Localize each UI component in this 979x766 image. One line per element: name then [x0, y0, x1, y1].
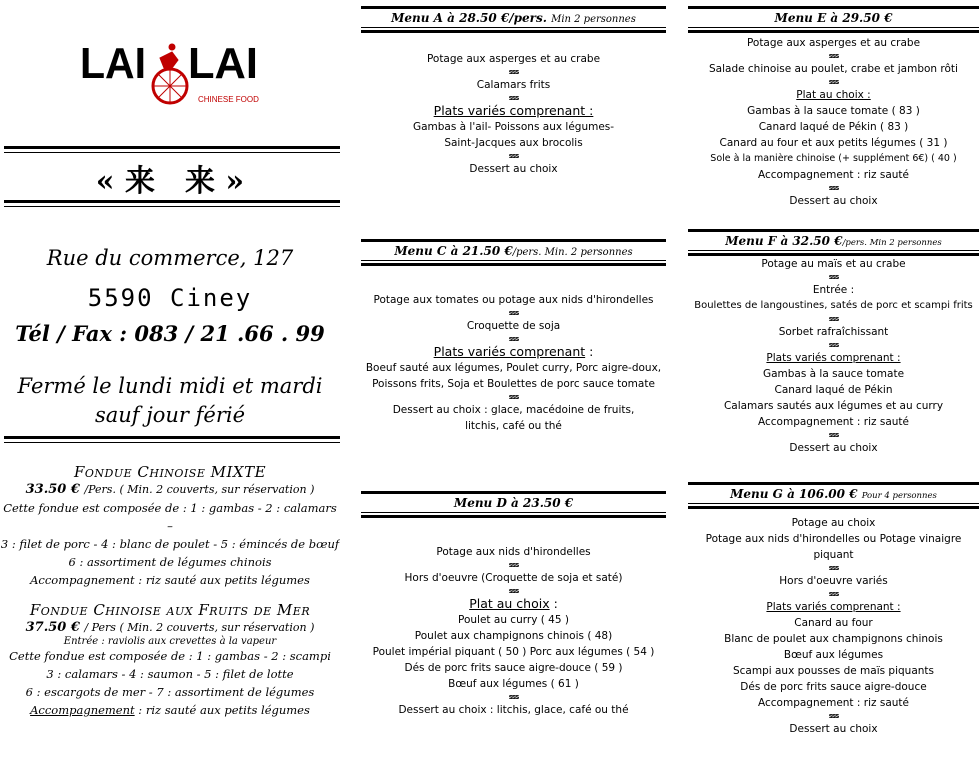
fondue-mixte-price: 33.50 € /Pers. ( Min. 2 couverts, sur réservation ): [25, 482, 315, 497]
menu-c-title: Menu C à 21.50 €/pers. Min. 2 personnes: [361, 239, 666, 261]
menus-column-middle: [361, 0, 666, 766]
svg-text:LAI: LAI: [80, 39, 146, 88]
menu-a-title: Menu A à 28.50 €/pers. Min 2 personnes: [361, 6, 666, 28]
fondue-mixte-title: Fondue Chinoise MIXTE: [73, 463, 267, 481]
fondue-mer-price: 37.50 € / Pers ( Min. 2 couverts, sur réservation ): [25, 620, 315, 635]
menu-d-section: Plat au choix :: [469, 596, 558, 611]
menu-d: Menu D à 23.50 € Potage aux nids d'hirondelles ꜱꜱꜱ Hors d'oeuvre (Croquette de soja et saté) ꜱꜱꜱ Plat au choix : Poulet au curry ( 45 ) Poulet aux champignons chinois ( 48) Poulet impérial piquant ( 50 ) Porc aux légumes ( 54 ) Dés de porc frits sauce aigre-douce ( 59 ) Bœuf aux légumes ( 61 ) ꜱꜱꜱ Dessert au choix : litchis, glace, café ou thé: [361, 491, 666, 718]
fondue-mer-title: Fondue Chinoise aux Fruits de Mer: [29, 601, 311, 619]
menu-g-title: Menu G à 106.00 € Pour 4 personnes: [688, 482, 979, 504]
divider: [4, 200, 340, 207]
menu-a: Menu A à 28.50 €/pers. Min 2 personnes Potage aux asperges et au crabe ꜱꜱꜱ Calamars frits ꜱꜱꜱ Plats variés comprenant : Gambas à l'ail- Poissons aux légumes- Saint-Jacques aux brocolis ꜱꜱꜱ Dessert au choix: [361, 6, 666, 177]
menu-e-title: Menu E à 29.50 €: [688, 6, 979, 28]
restaurant-info-column: [0, 0, 340, 766]
menu-e-section: Plat au choix :: [796, 89, 871, 101]
divider: [4, 146, 340, 153]
opening-note: Fermé le lundi midi et mardi sauf jour férié: [17, 374, 323, 427]
menu-c-section: Plats variés comprenant :: [433, 344, 594, 359]
divider: [4, 436, 340, 443]
menu-c: Menu C à 21.50 €/pers. Min. 2 personnes Potage aux tomates ou potage aux nids d'hirondelles ꜱꜱꜱ Croquette de soja ꜱꜱꜱ Plats variés comprenant : Boeuf sauté aux légumes, Poulet curry, Porc aigre-doux, Poissons frits, Soja et Boulettes de porc sauce tomate ꜱꜱꜱ Dessert au choix : glace, macédoine de fruits, litchis, café ou thé: [361, 239, 666, 434]
menus-column-right: [688, 0, 979, 766]
svg-text:LAI: LAI: [188, 39, 258, 88]
menu-g: Menu G à 106.00 € Pour 4 personnes Potage au choix Potage aux nids d'hirondelles ou Potage vinaigre piquant ꜱꜱꜱ Hors d'oeuvre variés ꜱꜱꜱ Plats variés comprenant : Canard au four Blanc de poulet aux champignons chinois Bœuf aux légumes Scampi aux pousses de maïs piquants Dés de porc frits sauce aigre-douce Accompagnement : riz sauté ꜱꜱꜱ Dessert au choix: [688, 482, 979, 737]
fondue-mer: Fondue Chinoise aux Fruits de Mer 37.50 € / Pers ( Min. 2 couverts, sur réservation ) Entrée : raviolis aux crevettes à la vapeur Cette fondue est composée de : 1 : gambas - 2 : scampi 3 : calamars - 4 : saumon - 5 : filet de lotte 6 : escargots de mer - 7 : assortiment de légumes Accompagnement : riz sauté aux petits légumes: [0, 601, 340, 719]
menu-f-section: Plats variés comprenant :: [766, 352, 901, 364]
menu-e: Menu E à 29.50 € Potage aux asperges et au crabe ꜱꜱꜱ Salade chinoise au poulet, crabe et jambon rôti ꜱꜱꜱ Plat au choix : Gambas à la sauce tomate ( 83 ) Canard laqué de Pékin ( 83 ) Canard au four et aux petits légumes ( 31 ) Sole à la manière chinoise (+ supplément 6€) ( 40 ) Accompagnement : riz sauté ꜱꜱꜱ Dessert au choix: [688, 6, 979, 209]
address-city: 5590 Ciney: [87, 284, 253, 312]
menu-f: Menu F à 32.50 €/pers. Min 2 personnes Potage au maïs et au crabe ꜱꜱꜱ Entrée : Boulettes de langoustines, satés de porc et scampi frits ꜱꜱꜱ Sorbet rafraîchissant ꜱꜱꜱ Plats variés comprenant : Gambas à la sauce tomate Canard laqué de Pékin Calamars sautés aux légumes et au curry Accompagnement : riz sauté ꜱꜱꜱ Dessert au choix: [688, 229, 979, 456]
menu-a-section: Plats variés comprenant :: [433, 103, 594, 118]
phone: Tél / Fax : 083 / 21 .66 . 99: [15, 321, 325, 346]
fondue-mixte: Fondue Chinoise MIXTE 33.50 € /Pers. ( Min. 2 couverts, sur réservation ) Cette fondue est composée de : 1 : gambas - 2 : calamars – 3 : filet de porc - 4 : blanc de poulet - 5 : émincés de bœuf 6 : assortiment de légumes chinois Accompagnement : riz sauté aux petits légumes: [0, 463, 340, 587]
svg-text:CHINESE FOOD: CHINESE FOOD: [198, 95, 259, 104]
rickshaw-icon: [153, 44, 187, 103]
chinese-name: « 来 来 »: [95, 164, 245, 199]
menu-f-title: Menu F à 32.50 €/pers. Min 2 personnes: [688, 229, 979, 251]
menu-d-title: Menu D à 23.50 €: [361, 491, 666, 513]
lailai-logo: [80, 38, 270, 108]
address-street: Rue du commerce, 127: [46, 246, 294, 270]
menu-g-section: Plats variés comprenant :: [766, 601, 901, 613]
